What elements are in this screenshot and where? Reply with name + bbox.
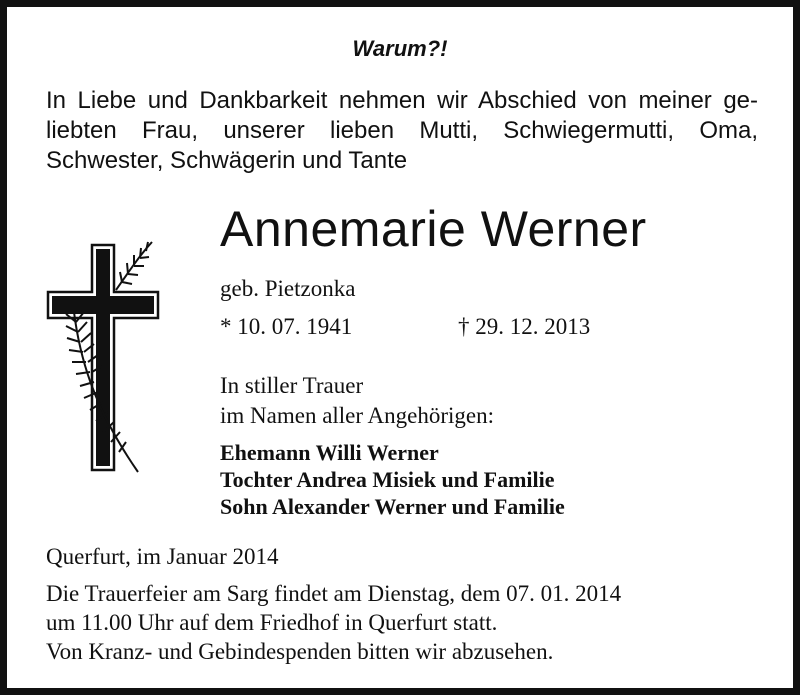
details-line: Von Kranz- und Gebindespenden bitten wir abzusehen.: [46, 639, 554, 664]
family-member: Tochter Andrea Misiek und Familie: [220, 467, 555, 492]
intro-line: In Liebe und Dankbarkeit nehmen wir Abschied von meiner ge-: [46, 87, 758, 114]
cross-with-palm-branch-icon: [40, 240, 170, 480]
intro-text: [46, 86, 758, 176]
family-member: Ehemann Willi Werner: [220, 440, 439, 465]
details-line: um 11.00 Uhr auf dem Friedhof in Querfurt statt.: [46, 610, 498, 635]
deceased-name: Annemarie Werner: [220, 201, 647, 257]
birth-date: * 10. 07. 1941: [220, 314, 353, 339]
family-list: [220, 439, 565, 520]
mourning-text: [220, 371, 494, 431]
birth-name: geb. Pietzonka: [220, 276, 356, 301]
family-member: Sohn Alexander Werner und Familie: [220, 494, 565, 519]
place-date: Querfurt, im Januar 2014: [46, 544, 279, 569]
details-line: Die Trauerfeier am Sarg findet am Dienstag, dem 07. 01. 2014: [46, 581, 622, 606]
intro-line: Schwester, Schwägerin und Tante: [46, 147, 408, 174]
death-date: † 29. 12. 2013: [458, 314, 591, 339]
notice-heading: Warum?!: [352, 36, 448, 61]
intro-line: liebten Frau, unserer lieben Mutti, Schwiegermutti, Oma,: [46, 117, 758, 144]
mourning-line: im Namen aller Angehörigen:: [220, 403, 495, 428]
mourning-line: In stiller Trauer: [220, 373, 364, 398]
funeral-details: [46, 579, 621, 666]
